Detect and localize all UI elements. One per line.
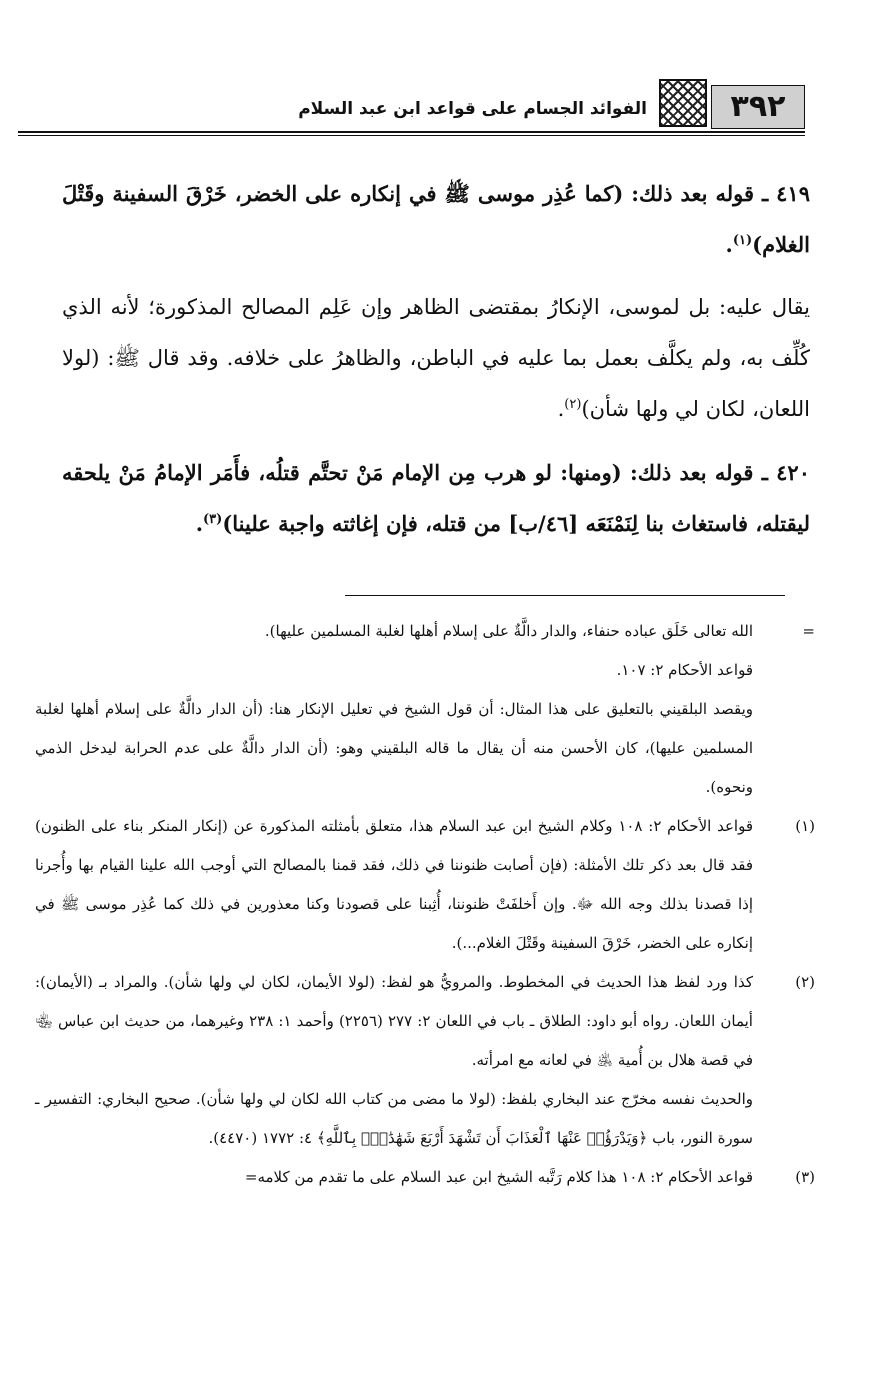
ornament-icon [659,79,707,127]
footnote-line: قواعد الأحكام ٢: ١٠٨ وكلام الشيخ ابن عبد السلام هذا، متعلق بأمثلته المذكورة عن (إنكار المنكر بناء على الظنون) فقد قال بعد ذكر تلك الأمثلة: (فإن أصابت ظنوننا في ذلك، فقد قمنا بالمصالح التي أوجب الله علينا القيام بها وأُجرنا إذا قصدنا بذلك وجه الله ﷻ. وإن أَخلفَتْ ظنوننا، أُثِبنا على قصودنا وكنا معذورين في ذلك كما عُذِر موسى ﷺ في إنكاره على الخضر، خَرْقَ السفينة وقَتْلَ الغلام...). [35,817,753,952]
footnote-1 [35,807,815,963]
footnote-line: والحديث نفسه مخرّج عند البخاري بلفظ: (لولا ما مضى من كتاب الله لكان لي ولها شأن). صحيح البخاري: التفسير ـ سورة النور، باب ﴿وَيَدْرَؤُا۟ عَنْهَا ٱلْعَذَابَ أَن تَشْهَدَ أَرْبَعَ شَهَٰدَٰتٍۭ بِٱللَّهِ﴾ ٤: ١٧٧٢ (٤٤٧٠). [35,1090,753,1147]
running-title: الفوائد الجسام على قواعد ابن عبد السلام [298,99,647,119]
footnote-line: الله تعالى خَلَق عباده حنفاء، والدار دالَّةٌ على إسلام أهلها لغلبة المسلمين عليها). [264,622,753,640]
footnote-line: كذا ورد لفظ هذا الحديث في المخطوط. والمرويُّ هو لفظ: (لولا الأيمان، لكان لي ولها شأن). والمراد بـ (الأيمان): أيمان اللعان. رواه أبو داود: الطلاق ـ باب في اللعان ٢: ٢٧٧ (٢٢٥٦) وأحمد ١: ٢٣٨ وغيرهما، من حديث ابن عباس ﵄ في قصة هلال بن أُمية ﵁ في لعانه مع امرأته. [35,973,753,1069]
page-header [18,75,805,135]
page-number: ٣٩٢ [711,85,805,129]
paragraph-commentary [62,282,810,435]
footnote-ref-2: (٢) [564,397,582,412]
footnote-continued [35,612,815,807]
footnote-marker: (١) [795,817,815,835]
footnote-marker: (٣) [795,1168,815,1186]
footnote-3 [35,1158,815,1197]
paragraph-420 [62,447,810,549]
header-rule-thin [18,135,805,136]
footnote-ref-3: (٣) [203,512,223,527]
footnote-line: قواعد الأحكام ٢: ١٠٧. [616,661,753,679]
paragraph-420-end: . [195,511,204,536]
main-text [62,168,810,561]
paragraph-420-text: ٤٢٠ ـ قوله بعد ذلك: (ومنها: لو هرب مِن الإمام مَنْ تحتَّم قتلُه، فأَمَر الإمامُ مَنْ يلحقه ليقتله، فاستغاث بنا لِنَمْنَعَه [٤٦/ب] من قتله، فإن إغاثته واجبة علينا) [62,460,810,536]
footnote-line: قواعد الأحكام ٢: ١٠٨ هذا كلام رَتَّبه الشيخ ابن عبد السلام على ما تقدم من كلامه= [244,1168,753,1186]
footnote-ref-1: (١) [732,233,753,248]
paragraph-419-end: . [725,232,733,257]
footnote-line: ويقصد البلقيني بالتعليق على هذا المثال: أن قول الشيخ في تعليل الإنكار هنا: (أن الدار دالَّةٌ على إسلام أهلها لغلبة المسلمين عليها)، كان الأحسن منه أن يقال ما قاله البلقيني وهو: (أن الدار دالَّةٌ على عدم الحرابة ليدخل الذمي ونحوه). [35,700,753,796]
paragraph-419 [62,168,810,270]
paragraph-commentary-text: يقال عليه: بل لموسى، الإنكارُ بمقتضى الظاهر وإن عَلِم المصالح المذكورة؛ لأنه الذي كُلِّف به، ولم يكلَّف بعمل بما عليه في الباطن، والظاهرُ على خلافه. وقد قال ﷺ: (لولا اللعان، لكان لي ولها شأن) [62,295,810,421]
footnote-marker: = [802,622,815,640]
footnote-separator [345,595,785,596]
footnotes [35,612,815,1197]
paragraph-419-text: ٤١٩ ـ قوله بعد ذلك: (كما عُذِر موسى ﷺ في إنكاره على الخضر، خَرْقَ السفينة وقَتْلَ الغلام) [62,181,810,257]
footnote-marker: (٢) [795,973,815,991]
footnote-2 [35,963,815,1158]
paragraph-commentary-end: . [557,397,565,421]
header-rule [18,131,805,133]
